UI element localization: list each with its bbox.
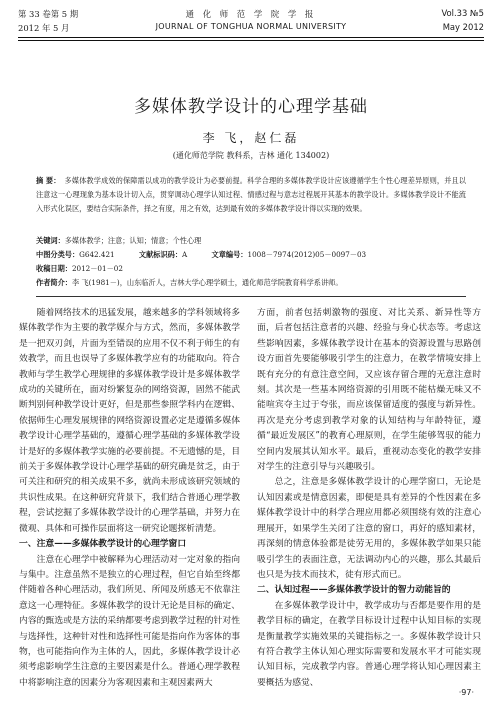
clc-field bbox=[36, 250, 115, 259]
body-paragraph: 在多媒体教学设计中，教学成功与否都是要作用的是教学目标的确定，在教学目标设计过程中认知目标的实现是衡量教学实施效果的关键指标之一。多媒体教学设计只有符合教学主体认知心理实际需要和发展水平才可能实现认知目标，完成教学内容。普通心理学将认知心理因素主要概括为感觉、 bbox=[257, 600, 481, 688]
doc-code-field bbox=[139, 250, 187, 259]
section-heading: 二、认知过程——多媒体教学设计的智力动能旨的 bbox=[257, 585, 451, 596]
body-paragraph: 方面，前者包括刺激物的强度、对比关系、新异性等方面，后者包括注意者的兴趣、经验与身心状态等。考虑这些影响因素，多媒体教学设计在基本的资源设置与思路创设方面首先要能够吸引学生的注意力，在教学情境安排上既有充分的有意注意空间，又应该存留合理的无意注意时刻。其次是一些基本网络资源的引用既不能枯燥无味又不能喧宾夺主过于夸张，而应该保留适度的强度与新异性。再次是充分考虑到教学对象的认知结构与年龄特征，遵循“最近发展区”的教育心理原则，在学生能够驾驭的能力空间内发展其认知水平。最后，重视动态变化的教学安排对学生的注意引导与兴趣吸引。 bbox=[257, 308, 481, 473]
volume-issue-cn: 第 33 卷第 5 期 bbox=[18, 9, 79, 19]
header-rule-thick bbox=[18, 37, 484, 38]
received-value: 2012－01－02 bbox=[71, 264, 123, 273]
body-column-left bbox=[19, 306, 240, 691]
doc-code-label: 文献标识码： bbox=[138, 250, 183, 259]
abstract-text: 多媒体教学成效的保障需以成功的教学设计为必要前提。科学合理的多媒体教学设计应该遵循学生个性心理差异原则，并且以注意这一心理现象为基本设计切入点，贯穿调动心理学认知过程、情感过程与意志过程展开其基本的教学设计。多媒体教学设计不能流入形式化误区，要结合实际条件，择之有度，用之有效，达到最有效的多媒体教学设计得以实现的效果。 bbox=[36, 176, 466, 213]
author-affiliation: (通化师范学院 教科系，吉林 通化 134002) bbox=[172, 151, 330, 160]
body-paragraph: 注意在心理学中被解释为心理活动对一定对象的指向与集中。注意虽然不是独立的心理过程，但它自始至终都伴随着各种心理活动，我们所见、所闻及所感无不依靠注意这一心理特征。多媒体教学的设计无论是目标的确定、内容的甄选或是方法的采纳都要考虑到教学过程的针对性与选择性，这种针对性和选择性可能是指向作为客体的事物，也可能指向作为主体的人，因此，多媒体教学设计必须考虑影响学生注意的主要因素是什么。普通心理学教程中将影响注意的因素分为客观因素和主观因素两大 bbox=[19, 554, 240, 688]
journal-name-cn: 通 化 师 范 学 院 学 报 bbox=[185, 9, 317, 19]
article-title: 多媒体教学设计的心理学基础 bbox=[134, 97, 368, 117]
keywords-label: 关键词： bbox=[36, 236, 65, 245]
author-bio bbox=[36, 278, 466, 288]
front-matter-divider bbox=[36, 296, 466, 297]
article-no-field bbox=[212, 250, 367, 259]
bio-text: 李 飞(1981－)，山东临沂人，吉林大学心理学硕士，通化师范学院教育科学系讲师。 bbox=[71, 278, 343, 287]
abstract bbox=[36, 174, 466, 216]
body-paragraph: 总之，注意是多媒体教学设计的心理学窗口，无论是认知因素或是情意因素，即便是具有差异的个性因素在多媒体教学设计中的科学合理应用都必须围绕有效的注意心理展开，如果学生关闭了注意的窗口，再好的感知素材，再深刻的情意体验都是徒劳无用的，多媒体教学如果只能吸引学生的表面注意，无法调动内心的兴趣，那么其最后也只是为技术而技术，徒有形式而已。 bbox=[257, 477, 481, 580]
page-number: ·97· bbox=[458, 688, 474, 697]
volume-issue-en: Vol.33 №5 bbox=[441, 8, 484, 18]
keywords bbox=[36, 236, 466, 246]
doc-code-value: A bbox=[182, 250, 188, 259]
journal-name-en: JOURNAL OF TONGHUA NORMAL UNIVERSITY bbox=[155, 22, 347, 31]
article-no-value: 1008－7974(2012)05－0097－03 bbox=[247, 250, 367, 259]
body-paragraph: 随着网络技术的迅猛发展，越来越多的学科领域将多媒体教学作为主要的教学媒介与方式，然而，多媒体教学是一把双刃剑，片面为至错误的应用不仅不利于师生的有效教学，而且也误导了多媒体教学应有的功能取向。符合教师与学生教学心理规律的多媒体教学设计是多媒体教学成功的关键所在，面对纷繁复杂的网络资源，固然不能武断判别何种教学设计更好，但是那些参照学科内在逻辑、依据师生心理发展规律的网络资源设置必定是遵循多媒体教学设计心理学基础的，遵循心理学基础的多媒体教学设计是好的多媒体教学实施的必要前提。不无遗憾的是，目前关于多媒体教学设计心理学基础的研究确是贫乏，由于可关注和研究的相关成果不多，就尚未形成该研究领域的共识性成果。在这种研究背景下，我们结合普通心理学教程，尝试挖掘了多媒体教学设计的心理学基础，并努力在微观、具体和可操作层面将这一研究论题探析清楚。 bbox=[19, 308, 240, 534]
section-heading: 一、注意——多媒体教学设计的心理学窗口 bbox=[19, 539, 187, 550]
header-rule-thin bbox=[18, 40, 484, 41]
clc-value: G642.421 bbox=[79, 250, 115, 259]
clc-label: 中图分类号： bbox=[36, 250, 80, 259]
classification-line bbox=[36, 250, 466, 260]
date-cn: 2012 年 5 月 bbox=[18, 23, 70, 33]
running-header bbox=[18, 6, 484, 36]
received-date bbox=[36, 264, 466, 274]
abstract-label: 摘 要： bbox=[36, 176, 61, 185]
keywords-text: 多媒体教学；注意；认知；情意；个性心理 bbox=[64, 236, 202, 245]
article-no-label: 文章编号： bbox=[211, 250, 248, 259]
article-authors: 李 飞，赵仁磊 bbox=[202, 131, 300, 145]
body-column-right bbox=[257, 306, 481, 691]
received-label: 收稿日期： bbox=[36, 264, 72, 273]
date-en: May 2012 bbox=[442, 22, 484, 32]
bio-label: 作者简介： bbox=[36, 278, 72, 287]
